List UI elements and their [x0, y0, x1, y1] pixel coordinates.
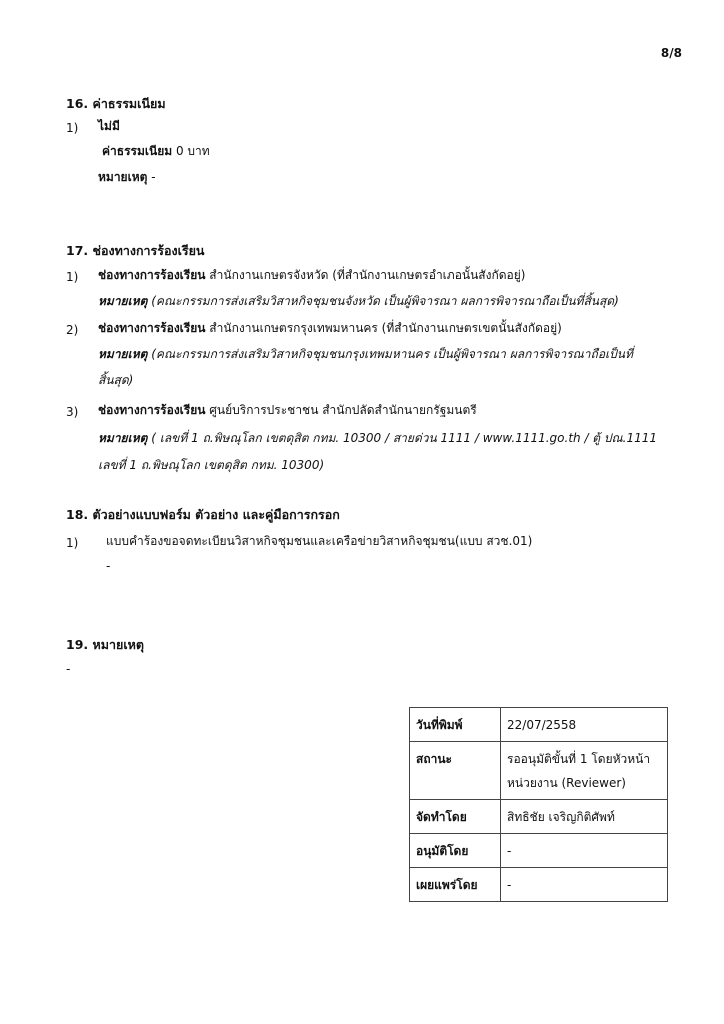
- s16-item-number: 1): [66, 121, 79, 135]
- note-text: (คณะกรรมการส่งเสริมวิสาหกิจชุมชนจังหวัด เป็นผู้พิจารณา ผลการพิจารณาถือเป็นที่สิ้นสุด): [151, 294, 619, 308]
- s17-item-3-note: [98, 429, 657, 447]
- note-text: ( เลขที่ 1 ถ.พิษณุโลก เขตดุสิต กทม. 10300 / สายด่วน 1111 / www.1111.go.th / ตู้ ปณ.1111: [151, 431, 658, 445]
- s17-item-2-channel: [98, 319, 562, 337]
- fee-value: 0 บาท: [175, 144, 210, 158]
- published-by-value: -: [501, 868, 668, 902]
- document-meta-table: [409, 707, 668, 902]
- table-row: [410, 742, 668, 800]
- s17-item-1-note: [98, 292, 619, 310]
- s19-value: -: [66, 662, 71, 676]
- status-value: รออนุมัติขั้นที่ 1 โดยหัวหน้าหน่วยงาน (Reviewer): [501, 742, 668, 800]
- s18-form-item: แบบคำร้องขอจดทะเบียนวิสาหกิจชุมชนและเครือข่ายวิสาหกิจชุมชน(แบบ สวช.01): [106, 534, 533, 548]
- table-row: [410, 708, 668, 742]
- approved-by-value: -: [501, 834, 668, 868]
- s17-item-3-number: 3): [66, 405, 79, 419]
- note-label: หมายเหตุ: [98, 347, 148, 361]
- status-label: สถานะ: [410, 742, 501, 800]
- s17-item-3-channel: [98, 401, 477, 419]
- s17-item-3-note-cont: เลขที่ 1 ถ.พิษณุโลก เขตดุสิต กทม. 10300): [98, 458, 325, 472]
- s18-item-number: 1): [66, 536, 79, 550]
- s17-item-1-channel: [98, 266, 525, 284]
- table-row: [410, 834, 668, 868]
- s17-item-2-note-cont: สิ้นสุด): [98, 373, 134, 387]
- page-number: 8/8: [660, 46, 682, 60]
- note-text: (คณะกรรมการส่งเสริมวิสาหกิจชุมชนกรุงเทพมหานคร เป็นผู้พิจารณา ผลการพิจารณาถือเป็นที่: [151, 347, 633, 361]
- note-label: หมายเหตุ: [98, 431, 148, 445]
- s16-item-title: ไม่มี: [98, 119, 120, 133]
- note-label: หมายเหตุ: [98, 294, 148, 308]
- s17-item-1-number: 1): [66, 270, 79, 284]
- s16-note-line: [98, 168, 156, 186]
- note-value: -: [151, 170, 156, 184]
- prepared-by-label: จัดทำโดย: [410, 800, 501, 834]
- printed-date-label: วันที่พิมพ์: [410, 708, 501, 742]
- section-16-heading: 16. ค่าธรรมเนียม: [66, 96, 166, 111]
- channel-label: ช่องทางการร้องเรียน: [98, 403, 206, 417]
- fee-label: ค่าธรรมเนียม: [102, 144, 173, 158]
- s17-item-2-number: 2): [66, 323, 79, 337]
- section-17-heading: 17. ช่องทางการร้องเรียน: [66, 243, 205, 258]
- table-row: [410, 868, 668, 902]
- channel-label: ช่องทางการร้องเรียน: [98, 268, 206, 282]
- channel-value: สำนักงานเกษตรกรุงเทพมหานคร (ที่สำนักงานเกษตรเขตนั้นสังกัดอยู่): [209, 321, 562, 335]
- channel-label: ช่องทางการร้องเรียน: [98, 321, 206, 335]
- s16-fee-line: [102, 142, 210, 160]
- s17-item-2-note: [98, 345, 633, 363]
- published-by-label: เผยแพร่โดย: [410, 868, 501, 902]
- channel-value: ศูนย์บริการประชาชน สำนักปลัดสำนักนายกรัฐมนตรี: [209, 403, 477, 417]
- prepared-by-value: สิทธิชัย เจริญกิติศัพท์: [501, 800, 668, 834]
- approved-by-label: อนุมัติโดย: [410, 834, 501, 868]
- s18-sub-dash: -: [106, 559, 111, 573]
- section-19-heading: 19. หมายเหตุ: [66, 637, 144, 652]
- section-18-heading: 18. ตัวอย่างแบบฟอร์ม ตัวอย่าง และคู่มือการกรอก: [66, 507, 340, 522]
- printed-date-value: 22/07/2558: [501, 708, 668, 742]
- note-label: หมายเหตุ: [98, 170, 148, 184]
- table-row: [410, 800, 668, 834]
- channel-value: สำนักงานเกษตรจังหวัด (ที่สำนักงานเกษตรอำเภอนั้นสังกัดอยู่): [209, 268, 526, 282]
